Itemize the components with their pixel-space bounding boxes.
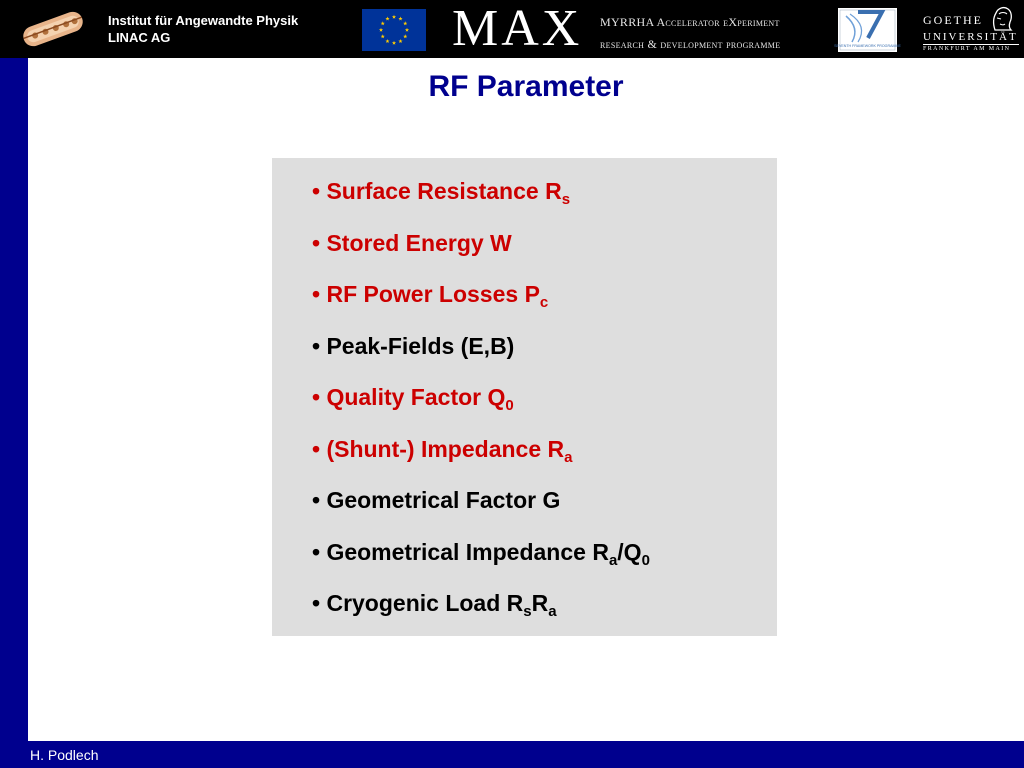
goethe-divider xyxy=(923,44,1019,45)
parameter-list xyxy=(312,172,650,636)
slide-title: RF Parameter xyxy=(428,70,624,103)
item-text: RF Power Losses P xyxy=(326,281,540,307)
linac-cavity-logo xyxy=(18,5,88,53)
myrrha-project-text xyxy=(600,11,820,55)
goethe-university-logo xyxy=(917,2,1021,56)
item-text-2: /Q xyxy=(617,538,642,565)
bullet: • xyxy=(312,281,321,307)
goethe-word: GOETHE xyxy=(923,13,983,27)
bullet: • xyxy=(312,178,321,204)
item-text: Geometrical Impedance R xyxy=(326,538,609,565)
institute-line-1: Institut für Angewandte Physik xyxy=(108,13,299,28)
item-text: Peak-Fields (E,B) xyxy=(326,332,515,359)
item-subscript: s xyxy=(561,191,571,208)
left-side-bar xyxy=(0,58,28,768)
universitaet-word: UNIVERSITÄT xyxy=(923,31,1018,43)
item-text: Quality Factor Q xyxy=(326,384,506,410)
item-text-2: R xyxy=(531,590,549,616)
bullet: • xyxy=(312,590,321,616)
parameter-item xyxy=(312,481,650,533)
parameter-item xyxy=(312,275,650,327)
eu-flag-icon xyxy=(362,9,426,51)
item-text: Stored Energy W xyxy=(326,229,512,256)
item-subscript: a xyxy=(564,448,573,466)
author-name: H. Podlech xyxy=(30,747,99,763)
max-logo: MAX xyxy=(452,0,583,57)
fp7-label: SEVENTH FRAMEWORK PROGRAMME xyxy=(834,44,901,48)
parameter-item xyxy=(312,378,650,430)
fp7-logo xyxy=(834,8,901,52)
bullet: • xyxy=(312,384,321,410)
bullet: • xyxy=(312,435,321,462)
bullet: • xyxy=(312,538,321,565)
parameter-item xyxy=(312,327,650,379)
parameter-item xyxy=(312,584,650,636)
item-subscript-2: 0 xyxy=(641,551,650,569)
item-subscript: 0 xyxy=(505,397,514,414)
parameter-item xyxy=(312,224,650,276)
bullet: • xyxy=(312,229,321,256)
bullet: • xyxy=(312,487,321,513)
item-text: Cryogenic Load R xyxy=(326,590,524,616)
item-subscript: a xyxy=(608,551,618,569)
item-subscript-2: a xyxy=(548,603,557,620)
bullet: • xyxy=(312,332,321,359)
institute-name xyxy=(108,12,298,46)
institute-line-2: LINAC AG xyxy=(108,30,171,45)
header-bar xyxy=(0,0,1024,58)
myrrha-line-1: MYRRHA Accelerator eXperiment xyxy=(600,15,780,29)
parameter-item xyxy=(312,533,650,585)
item-text: Surface Resistance R xyxy=(326,178,562,204)
item-text: Geometrical Factor G xyxy=(326,487,561,513)
myrrha-line-2: research & development programme xyxy=(600,37,781,51)
footer-bar xyxy=(0,741,1024,768)
parameter-item xyxy=(312,430,650,482)
parameter-item xyxy=(312,172,650,224)
item-subscript: c xyxy=(539,294,549,311)
frankfurt-word: FRANKFURT AM MAIN xyxy=(923,46,1011,52)
goethe-portrait-icon xyxy=(983,2,1017,32)
item-text: (Shunt-) Impedance R xyxy=(326,435,565,462)
item-subscript: s xyxy=(523,603,532,620)
